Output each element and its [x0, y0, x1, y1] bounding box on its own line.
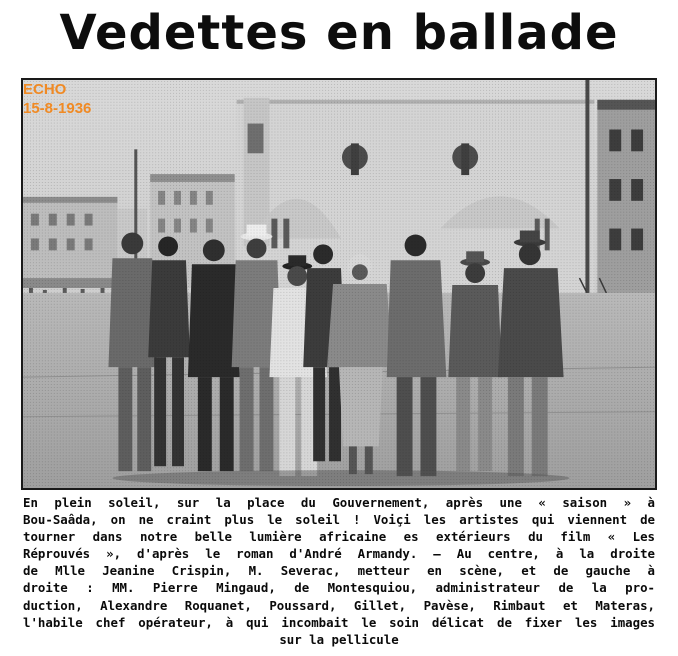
caption-line: droite : MM. Pierre Mingaud, de Montesquiou, administrateur de la pro- — [23, 580, 655, 596]
group-photo-image — [23, 80, 655, 488]
caption-line: l'habile chef opérateur, à qui incombait le soin délicat de fixer les images — [23, 614, 655, 630]
stamp-source: ECHO — [23, 81, 67, 98]
caption-line: Bou-Saâda, on ne craint plus le soleil ! Voiçi les artistes qui viennent de — [23, 512, 655, 528]
source-stamp — [23, 80, 91, 118]
caption-line: sur la pellicule — [279, 631, 399, 647]
caption-line: de Mlle Jeanine Crispin, M. Severac, metteur en scène, et de gauche à — [23, 563, 655, 579]
caption-line: En plein soleil, sur la place du Gouvernement, après une « saison » à — [23, 495, 655, 510]
news-photo — [21, 78, 657, 490]
headline: Vedettes en ballade — [59, 5, 619, 61]
caption-line: tourner dans notre belle lumière africaine es extérieurs du film « Les — [23, 529, 655, 545]
caption-line: Réprouvés », d'après le roman d'André Armandy. — Au centre, à la droite — [23, 546, 655, 562]
caption-line: duction, Alexandre Roquanet, Poussard, Gillet, Pavèse, Rimbaut et Materas, — [23, 597, 655, 613]
stamp-date: 15-8-1936 — [23, 100, 92, 117]
photo-caption — [21, 494, 657, 650]
